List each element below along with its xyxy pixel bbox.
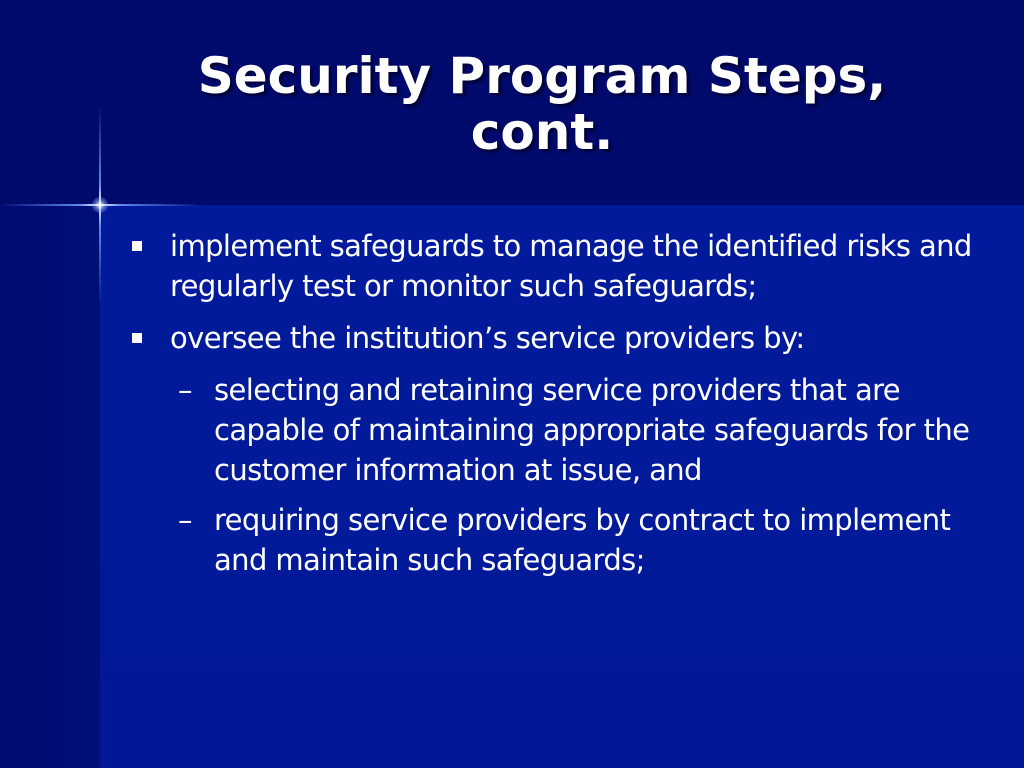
- left-band: [0, 205, 100, 768]
- slide-body: [130, 226, 980, 590]
- bullet-text: implement safeguards to manage the identified risks and regularly test or monitor such safeguards;: [170, 229, 972, 303]
- sub-bullet-text: selecting and retaining service providers that are capable of maintaining appropriate safeguards for the customer information at issue, and: [214, 373, 970, 487]
- square-bullet-icon: [132, 241, 142, 251]
- dash-marker: –: [178, 373, 192, 407]
- slide-title: Security Program Steps, cont.: [197, 47, 887, 161]
- sub-bullet-text: requiring service providers by contract to implement and maintain such safeguards;: [214, 503, 951, 577]
- dash-marker: –: [178, 503, 192, 537]
- bullet-item: [130, 318, 980, 358]
- bullet-item: [130, 226, 980, 306]
- sub-bullet-item: [130, 370, 980, 490]
- bullet-text: oversee the institution’s service providers by:: [170, 321, 805, 355]
- square-bullet-icon: [132, 333, 142, 343]
- sub-bullet-item: [130, 500, 980, 580]
- sparkle-icon: [92, 197, 108, 213]
